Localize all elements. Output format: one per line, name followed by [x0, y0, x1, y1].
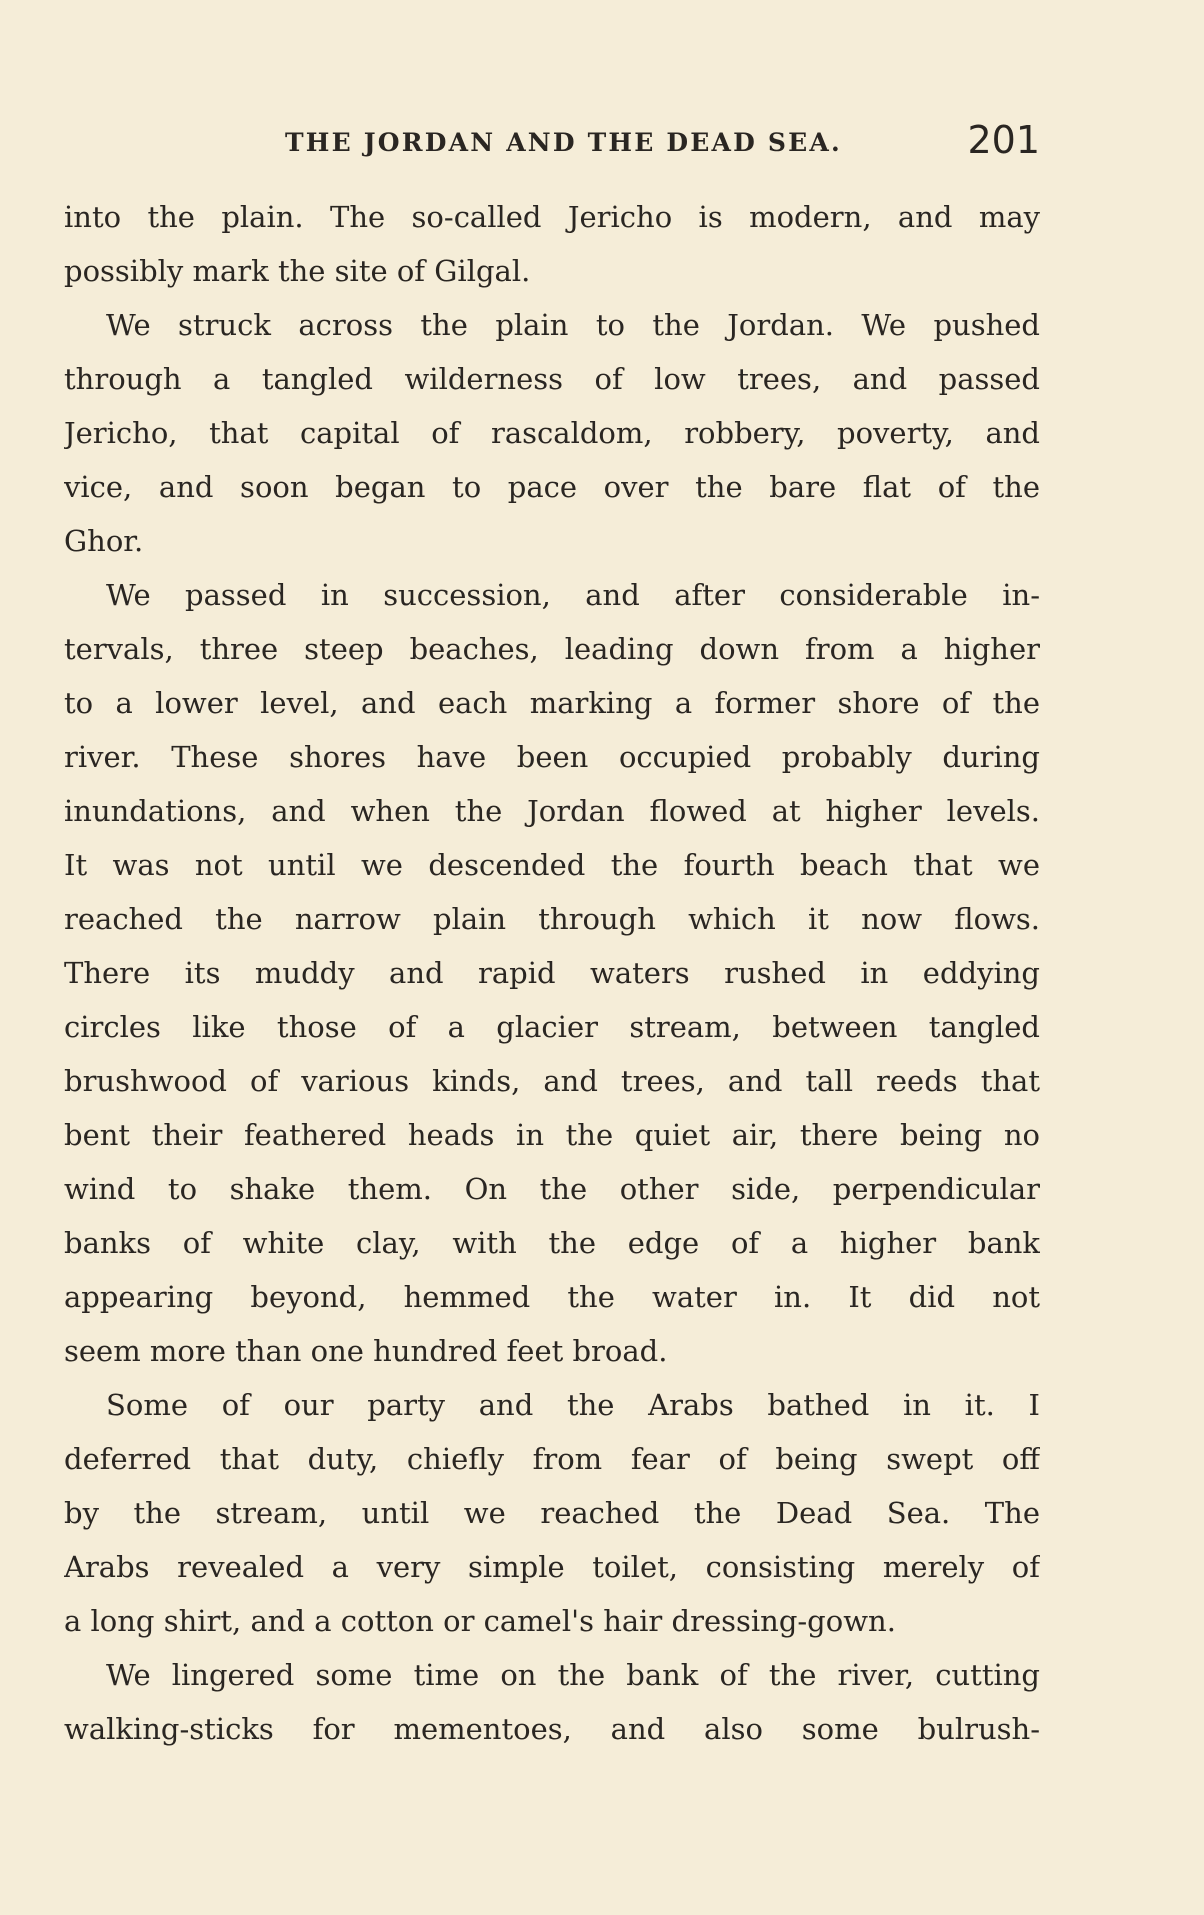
text-line: Some of our party and the Arabs bathed in it. I — [106, 1388, 1040, 1422]
text-line: inundations, and when the Jordan flowed at higher levels. — [64, 794, 1040, 828]
text-line: tervals, three steep beaches, leading down from a higher — [64, 632, 1040, 666]
text-line: There its muddy and rapid waters rushed in eddying — [64, 956, 1040, 990]
text-line: seem more than one hundred feet broad. — [64, 1334, 668, 1368]
text-line: possibly mark the site of Gilgal. — [64, 254, 531, 288]
page-number: 201 — [967, 118, 1040, 162]
body-text — [64, 190, 1040, 1756]
text-line: circles like those of a glacier stream, between tangled — [64, 1010, 1040, 1044]
text-line: Arabs revealed a very simple toilet, consisting merely of — [64, 1550, 1040, 1584]
text-line: to a lower level, and each marking a former shore of the — [64, 686, 1040, 720]
text-line: a long shirt, and a cotton or camel's hair dressing-gown. — [64, 1604, 896, 1638]
text-line: banks of white clay, with the edge of a higher bank — [64, 1226, 1040, 1260]
text-line: Ghor. — [64, 524, 144, 558]
running-title: THE JORDAN AND THE DEAD SEA. — [285, 128, 842, 157]
text-line: into the plain. The so-called Jericho is modern, and may — [64, 200, 1040, 234]
text-line: We struck across the plain to the Jordan. We pushed — [106, 308, 1040, 342]
text-line: brushwood of various kinds, and trees, and tall reeds that — [64, 1064, 1040, 1098]
text-line: by the stream, until we reached the Dead Sea. The — [64, 1496, 1040, 1530]
text-line: walking-sticks for mementoes, and also some bulrush- — [64, 1712, 1040, 1746]
text-line: deferred that duty, chiefly from fear of being swept off — [64, 1442, 1040, 1476]
text-line: wind to shake them. On the other side, perpendicular — [64, 1172, 1040, 1206]
text-line: We passed in succession, and after considerable in- — [106, 578, 1040, 612]
text-line: through a tangled wilderness of low trees, and passed — [64, 362, 1040, 396]
text-line: We lingered some time on the bank of the river, cutting — [106, 1658, 1040, 1692]
running-head — [285, 118, 1040, 168]
text-line: reached the narrow plain through which it now flows. — [64, 902, 1040, 936]
text-line: bent their feathered heads in the quiet air, there being no — [64, 1118, 1040, 1152]
text-line: It was not until we descended the fourth beach that we — [64, 848, 1040, 882]
text-line: Jericho, that capital of rascaldom, robbery, poverty, and — [64, 416, 1040, 450]
text-line: river. These shores have been occupied probably during — [64, 740, 1040, 774]
text-line: vice, and soon began to pace over the bare flat of the — [64, 470, 1040, 504]
text-line: appearing beyond, hemmed the water in. It did not — [64, 1280, 1040, 1314]
